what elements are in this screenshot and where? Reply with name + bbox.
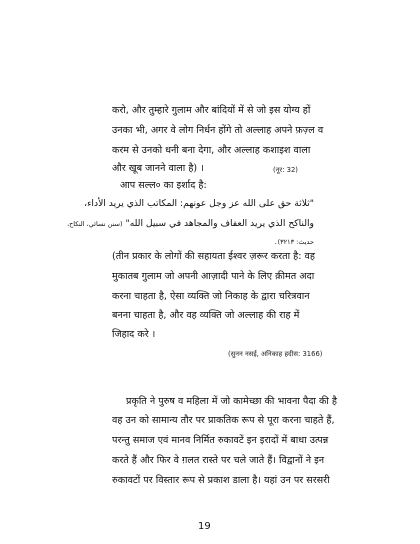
para2-line-3: परन्तु समाज एवं मानव निर्मित रुकावटें इन इरादों में बाधा उत्पन्न: [112, 435, 329, 446]
arabic-line-2: [67, 218, 314, 230]
translation-line-4: बनना चाहता है, और वह व्यक्ति जो अल्लाह की राह में: [112, 310, 300, 321]
translation-line-1: (तीन प्रकार के लोगों की सहायता ईश्वर ज़रूर करता है: वह: [112, 251, 315, 262]
page-number: 19: [198, 521, 211, 532]
para1-line-3: करम से उनको धनी बना देगा, और अल्लाह कशाइश वाला: [112, 145, 311, 156]
para2-line-5: रुकावटों पर विस्तार रूप से प्रकाश डाला है। यहां उन पर सरसरी: [112, 475, 330, 486]
para2-line-2: वह उन को सामान्य तौर पर प्राकतिक रूप से पूरा करना चाहते हैं,: [112, 415, 335, 426]
arabic-line-3: حديث: ۳۲۱۳)۔: [273, 238, 314, 246]
para1-line-4: और खूब जानने वाला है) ।: [112, 163, 204, 174]
para1-line-2: उनका भी, अगर वे लोग निर्धन होंगे तो अल्लाह अपने फ़ज़्ल व: [112, 125, 324, 136]
translation-line-5: जिहाद करे ।: [112, 329, 156, 340]
translation-line-2: मुकातब गुलाम जो अपनी आज़ादी पाने के लिए क़ीमत अदा: [112, 271, 315, 282]
hadith-reference: (सुनन नसई, अनिकाह हदीस: 3166): [228, 350, 323, 358]
para2-line-1: प्रकृति ने पुरुष व महिला में जो कामेच्छा की भावना पैदा की है: [126, 396, 337, 407]
translation-line-3: करना चाहता है, ऐसा व्यक्ति जो निकाह के द्वारा चरित्रवान: [112, 291, 310, 302]
hadith-intro: आप सल्ल० का इर्शाद है:: [120, 180, 207, 191]
para2-line-4: करते हैं और फिर वे ग़लत रास्ते पर चले जाते हैं। विद्वानों ने इन: [112, 455, 325, 466]
arabic-line-1: "ثلاثة حق على الله عز وجل عونهم: المكاتب الذي يريد الأداء،: [84, 198, 314, 209]
arabic-source: (سنن نسائي، النكاح،: [66, 220, 123, 228]
arabic-line-2-text: والناكح الذي يريد العفاف والمجاهد في سبيل الله": [125, 218, 314, 229]
quran-reference: (नूर: 32): [273, 166, 298, 174]
para1-line-1: करो, और तुम्हारे गुलाम और बांदियों में से जो इस योग्य हों: [112, 105, 311, 116]
